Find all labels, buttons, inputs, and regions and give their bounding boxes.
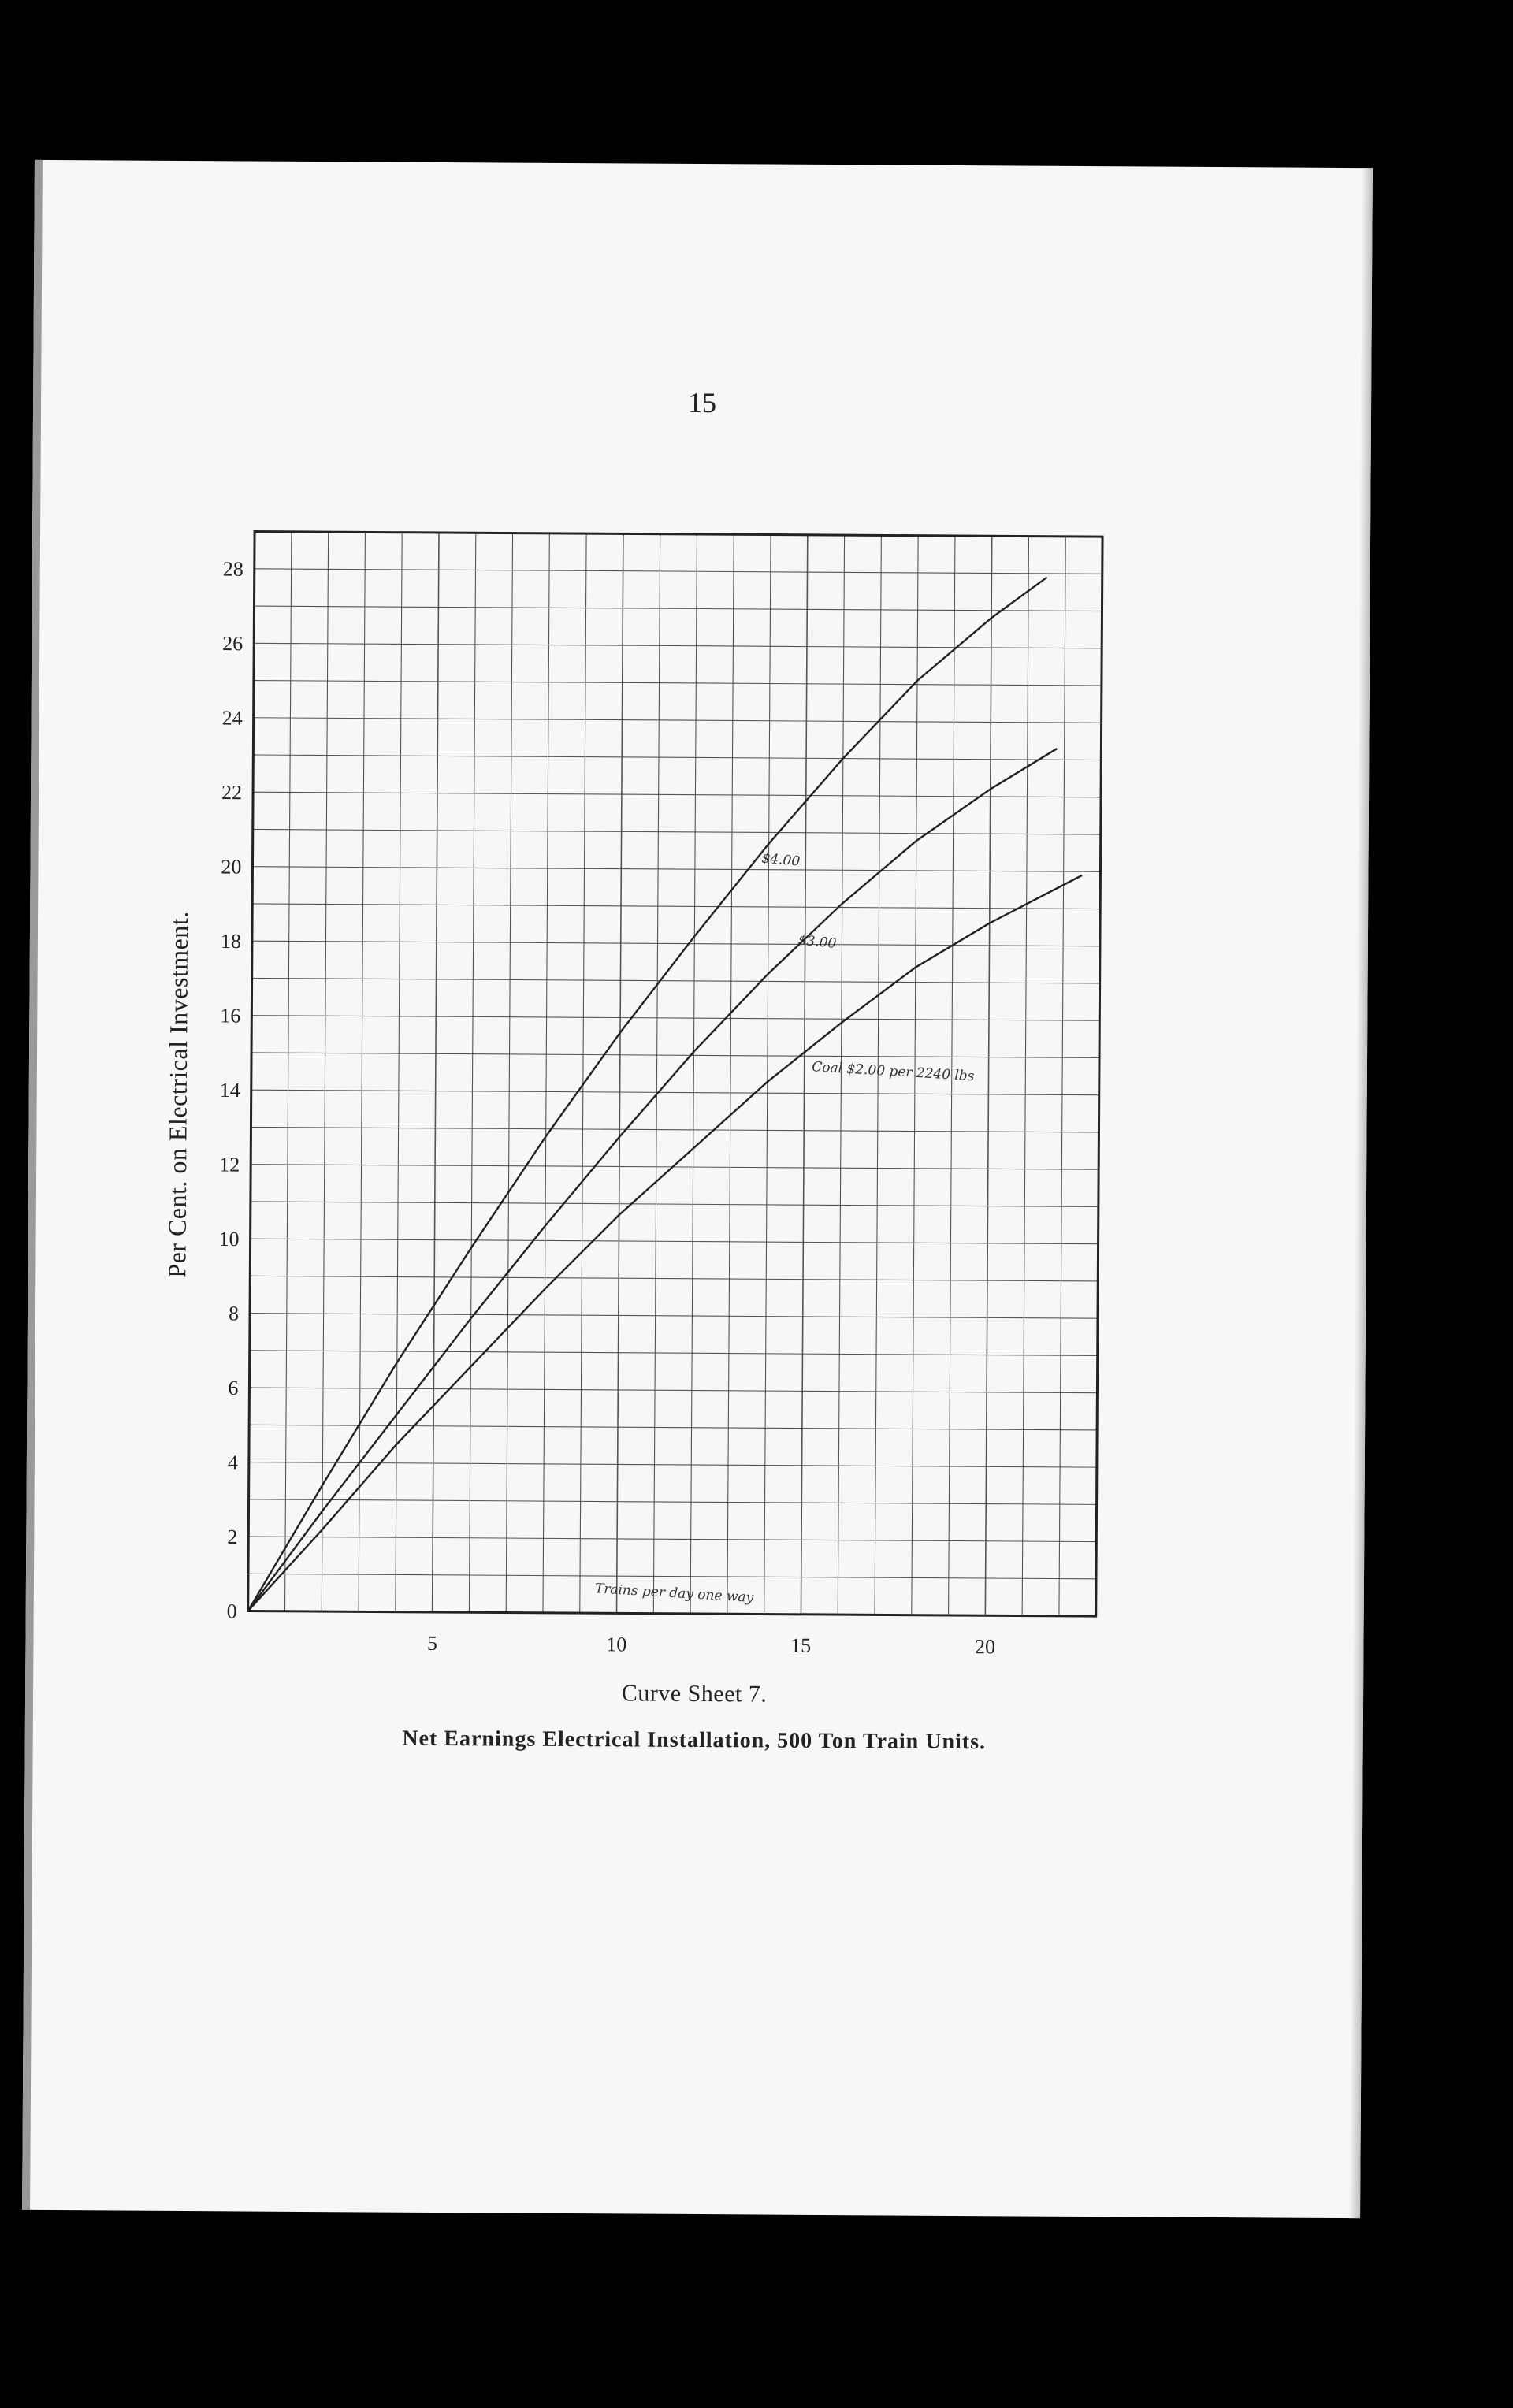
grid-line-vertical — [1022, 537, 1028, 1616]
grid-line-horizontal — [250, 1351, 1098, 1356]
y-tick-label: 16 — [220, 1004, 241, 1027]
grid-line-vertical — [396, 533, 402, 1612]
grid-line-horizontal — [248, 1574, 1096, 1579]
grid-line-vertical — [801, 535, 807, 1615]
grid-line-horizontal — [250, 1276, 1098, 1281]
grid-line-horizontal — [251, 1202, 1099, 1207]
grid-line-horizontal — [249, 1425, 1097, 1430]
grid-line-horizontal — [250, 1314, 1098, 1319]
grid-line-vertical — [617, 533, 623, 1613]
book-page — [22, 160, 1373, 2218]
grid-line-vertical — [506, 533, 512, 1613]
grid-line-vertical — [653, 534, 660, 1614]
grid-line-vertical — [284, 532, 291, 1611]
grid-line-vertical — [433, 533, 439, 1612]
grid-line-vertical — [727, 534, 734, 1614]
grid-line-vertical — [985, 536, 991, 1615]
grid-line-horizontal — [251, 1016, 1099, 1021]
y-tick-label: 10 — [218, 1227, 240, 1251]
y-tick-labels — [217, 558, 243, 1623]
y-tick-label: 6 — [228, 1376, 239, 1399]
grid-line-horizontal — [252, 941, 1100, 946]
y-tick-label: 24 — [221, 706, 243, 730]
grid-line-horizontal — [254, 643, 1102, 648]
x-axis-annotation: Trains per day one way — [594, 1581, 754, 1607]
grid-line-vertical — [359, 532, 365, 1611]
series-label-3: Coal $2.00 per 2240 lbs — [811, 1059, 976, 1085]
series-label-2: $3.00 — [797, 932, 838, 952]
y-tick-label: 0 — [226, 1600, 237, 1623]
grid-line-horizontal — [252, 904, 1100, 909]
y-tick-label: 20 — [221, 855, 242, 879]
grid-line-vertical — [543, 533, 549, 1613]
grid-line-horizontal — [254, 718, 1102, 723]
grid-line-vertical — [1059, 537, 1065, 1616]
grid-line-vertical — [469, 533, 475, 1612]
grid-line-horizontal — [254, 681, 1102, 686]
grid-line-horizontal — [255, 606, 1102, 611]
y-axis-title: Per Cent. on Electrical Investment. — [162, 911, 194, 1278]
figure-caption-title: Curve Sheet 7. — [621, 1680, 768, 1708]
x-tick-labels — [427, 1632, 995, 1658]
y-tick-label: 26 — [222, 632, 243, 656]
chart-annotations — [594, 849, 976, 1607]
x-tick-label: 20 — [975, 1635, 996, 1659]
y-tick-label: 28 — [222, 557, 243, 581]
y-tick-label: 18 — [220, 929, 241, 953]
y-tick-label: 14 — [219, 1078, 240, 1102]
grid-line-horizontal — [255, 569, 1102, 574]
y-tick-label: 22 — [221, 780, 243, 805]
grid-line-horizontal — [251, 1053, 1099, 1058]
grid-line-horizontal — [251, 1127, 1099, 1132]
series-label-1: $4.00 — [760, 850, 801, 870]
grid-line-vertical — [580, 533, 586, 1613]
grid-line-horizontal — [249, 1388, 1097, 1393]
y-tick-label: 8 — [228, 1302, 240, 1325]
grid-line-vertical — [690, 534, 697, 1614]
page-number: 15 — [687, 386, 717, 419]
chart — [22, 160, 1373, 2218]
grid-line-horizontal — [253, 755, 1101, 760]
grid-line-horizontal — [248, 1537, 1096, 1542]
grid-line-vertical — [322, 532, 328, 1611]
grid-line-horizontal — [253, 829, 1101, 834]
y-tick-label: 12 — [219, 1153, 240, 1176]
grid-line-horizontal — [252, 867, 1100, 872]
grid-line-vertical — [764, 535, 771, 1615]
figure-caption-description: Net Earnings Electrical Installation, 500 Ton Train Units. — [402, 1726, 987, 1755]
x-tick-label: 10 — [606, 1633, 627, 1656]
y-tick-label: 4 — [227, 1451, 238, 1474]
grid-line-horizontal — [251, 1239, 1099, 1244]
x-tick-label: 15 — [790, 1633, 812, 1657]
grid-line-horizontal — [251, 1090, 1099, 1095]
grid-line-horizontal — [249, 1499, 1097, 1505]
series-line-2 — [248, 744, 1058, 1616]
grid-line-horizontal — [252, 978, 1100, 983]
x-tick-label: 5 — [426, 1631, 437, 1655]
y-tick-label: 2 — [227, 1525, 238, 1548]
grid-line-horizontal — [253, 792, 1101, 797]
